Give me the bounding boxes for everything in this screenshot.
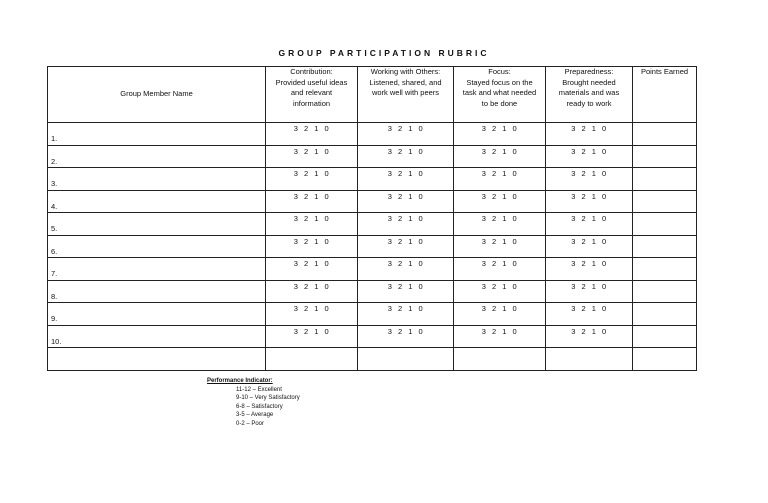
score-cell-focus[interactable]: 3 2 1 0 — [454, 123, 546, 146]
header-focus-line: Focus: — [488, 67, 511, 76]
table-row — [48, 303, 697, 326]
score-cell-working-with-others[interactable]: 3 2 1 0 — [358, 123, 454, 146]
points-earned-cell[interactable] — [633, 303, 697, 326]
row-number: 5. — [51, 224, 58, 233]
table-row — [48, 325, 697, 348]
header-focus-line: Stayed focus on the — [466, 77, 533, 87]
table-row — [48, 280, 697, 303]
header-preparedness-line: ready to work — [566, 98, 612, 108]
header-contribution-line: and relevant — [290, 88, 333, 97]
score-cell-working-with-others[interactable]: 3 2 1 0 — [358, 303, 454, 326]
score-cell-preparedness[interactable]: 3 2 1 0 — [546, 325, 633, 348]
header-preparedness-line: materials and was — [558, 88, 620, 97]
performance-item: 3-5 – Average — [236, 412, 274, 418]
header-contribution — [266, 67, 358, 123]
points-earned-cell[interactable] — [633, 258, 697, 281]
blank-cell[interactable] — [266, 348, 358, 371]
performance-item: 9-10 – Very Satisfactory — [236, 395, 300, 401]
score-cell-focus[interactable]: 3 2 1 0 — [454, 280, 546, 303]
score-cell-contribution[interactable]: 3 2 1 0 — [266, 258, 358, 281]
member-name-cell[interactable] — [48, 145, 266, 168]
header-focus-line: to be done — [481, 98, 518, 108]
score-cell-preparedness[interactable]: 3 2 1 0 — [546, 213, 633, 236]
score-cell-contribution[interactable]: 3 2 1 0 — [266, 280, 358, 303]
score-cell-focus[interactable]: 3 2 1 0 — [454, 258, 546, 281]
score-cell-preparedness[interactable]: 3 2 1 0 — [546, 280, 633, 303]
table-row — [48, 123, 697, 146]
row-number: 1. — [51, 134, 58, 143]
header-working-line: Listened, shared, and — [369, 77, 442, 87]
score-cell-working-with-others[interactable]: 3 2 1 0 — [358, 145, 454, 168]
table-row — [48, 258, 697, 281]
header-preparedness — [546, 67, 633, 123]
score-cell-working-with-others[interactable]: 3 2 1 0 — [358, 258, 454, 281]
header-group-member-name: Group Member Name — [48, 67, 266, 123]
score-cell-focus[interactable]: 3 2 1 0 — [454, 190, 546, 213]
header-preparedness-line: Preparedness: — [564, 67, 614, 76]
performance-indicator — [207, 377, 300, 428]
member-name-cell[interactable] — [48, 213, 266, 236]
row-number: 8. — [51, 291, 58, 301]
header-working-with-others — [358, 67, 454, 123]
score-cell-contribution[interactable]: 3 2 1 0 — [266, 168, 358, 191]
row-number: 10. — [51, 336, 62, 346]
table-row — [48, 168, 697, 191]
score-cell-contribution[interactable]: 3 2 1 0 — [266, 213, 358, 236]
points-earned-cell[interactable] — [633, 190, 697, 213]
points-earned-cell[interactable] — [633, 168, 697, 191]
header-focus-line: task and what needed — [462, 88, 537, 97]
score-cell-preparedness[interactable]: 3 2 1 0 — [546, 235, 633, 258]
rubric-table — [47, 66, 697, 371]
score-cell-contribution[interactable]: 3 2 1 0 — [266, 325, 358, 348]
blank-cell[interactable] — [546, 348, 633, 371]
performance-item: 11-12 – Excellent — [236, 386, 282, 393]
score-cell-preparedness[interactable]: 3 2 1 0 — [546, 145, 633, 168]
score-cell-focus[interactable]: 3 2 1 0 — [454, 213, 546, 236]
points-earned-cell[interactable] — [633, 280, 697, 303]
score-cell-working-with-others[interactable]: 3 2 1 0 — [358, 280, 454, 303]
rubric-body — [48, 123, 697, 371]
score-cell-focus[interactable]: 3 2 1 0 — [454, 145, 546, 168]
table-row — [48, 145, 697, 168]
member-name-cell[interactable] — [48, 303, 266, 326]
performance-item: 0-2 – Poor — [236, 420, 265, 427]
score-cell-preparedness[interactable]: 3 2 1 0 — [546, 168, 633, 191]
member-name-cell[interactable] — [48, 235, 266, 258]
performance-title: Performance Indicator: — [207, 378, 273, 384]
table-row — [48, 213, 697, 236]
blank-cell[interactable] — [454, 348, 546, 371]
score-cell-focus[interactable]: 3 2 1 0 — [454, 303, 546, 326]
member-name-cell[interactable] — [48, 258, 266, 281]
score-cell-preparedness[interactable]: 3 2 1 0 — [546, 258, 633, 281]
table-row — [48, 190, 697, 213]
header-working-line: Working with Others: — [370, 67, 441, 76]
member-name-cell[interactable] — [48, 168, 266, 191]
header-points-earned: Points Earned — [633, 67, 697, 123]
member-name-cell[interactable] — [48, 325, 266, 348]
table-row — [48, 235, 697, 258]
score-cell-working-with-others[interactable]: 3 2 1 0 — [358, 168, 454, 191]
row-number: 9. — [51, 314, 58, 323]
score-cell-working-with-others[interactable]: 3 2 1 0 — [358, 190, 454, 213]
header-contribution-line: Contribution: — [290, 67, 333, 76]
score-cell-contribution[interactable]: 3 2 1 0 — [266, 190, 358, 213]
performance-item: 6-8 – Satisfactory — [236, 403, 283, 410]
header-working-line: work well with peers — [371, 88, 440, 97]
header-row — [48, 67, 697, 123]
row-number: 6. — [51, 246, 58, 256]
member-name-cell[interactable] — [48, 190, 266, 213]
score-cell-focus[interactable]: 3 2 1 0 — [454, 325, 546, 348]
row-number: 4. — [51, 201, 58, 211]
score-cell-working-with-others[interactable]: 3 2 1 0 — [358, 213, 454, 236]
score-cell-contribution[interactable]: 3 2 1 0 — [266, 235, 358, 258]
points-earned-cell[interactable] — [633, 145, 697, 168]
points-earned-cell[interactable] — [633, 123, 697, 146]
member-name-cell[interactable] — [48, 280, 266, 303]
header-contribution-line: Provided useful ideas — [275, 77, 348, 87]
row-number: 3. — [51, 179, 58, 188]
score-cell-working-with-others[interactable]: 3 2 1 0 — [358, 235, 454, 258]
score-cell-preparedness[interactable]: 3 2 1 0 — [546, 123, 633, 146]
header-preparedness-line: Brought needed — [562, 77, 616, 87]
header-contribution-line: information — [292, 98, 331, 108]
score-cell-focus[interactable]: 3 2 1 0 — [454, 168, 546, 191]
blank-cell[interactable] — [358, 348, 454, 371]
row-number: 2. — [51, 156, 58, 166]
header-focus — [454, 67, 546, 123]
score-cell-contribution[interactable]: 3 2 1 0 — [266, 145, 358, 168]
score-cell-contribution[interactable]: 3 2 1 0 — [266, 303, 358, 326]
table-row-blank — [48, 348, 697, 371]
points-earned-cell[interactable] — [633, 213, 697, 236]
score-cell-focus[interactable]: 3 2 1 0 — [454, 235, 546, 258]
score-cell-working-with-others[interactable]: 3 2 1 0 — [358, 325, 454, 348]
page-title: GROUP PARTICIPATION RUBRIC — [278, 48, 490, 58]
row-number: 7. — [51, 269, 58, 278]
points-earned-cell[interactable] — [633, 325, 697, 348]
points-earned-cell[interactable] — [633, 235, 697, 258]
score-cell-preparedness[interactable]: 3 2 1 0 — [546, 303, 633, 326]
blank-cell[interactable] — [48, 348, 266, 371]
blank-cell[interactable] — [633, 348, 697, 371]
member-name-cell[interactable] — [48, 123, 266, 146]
score-cell-contribution[interactable]: 3 2 1 0 — [266, 123, 358, 146]
score-cell-preparedness[interactable]: 3 2 1 0 — [546, 190, 633, 213]
